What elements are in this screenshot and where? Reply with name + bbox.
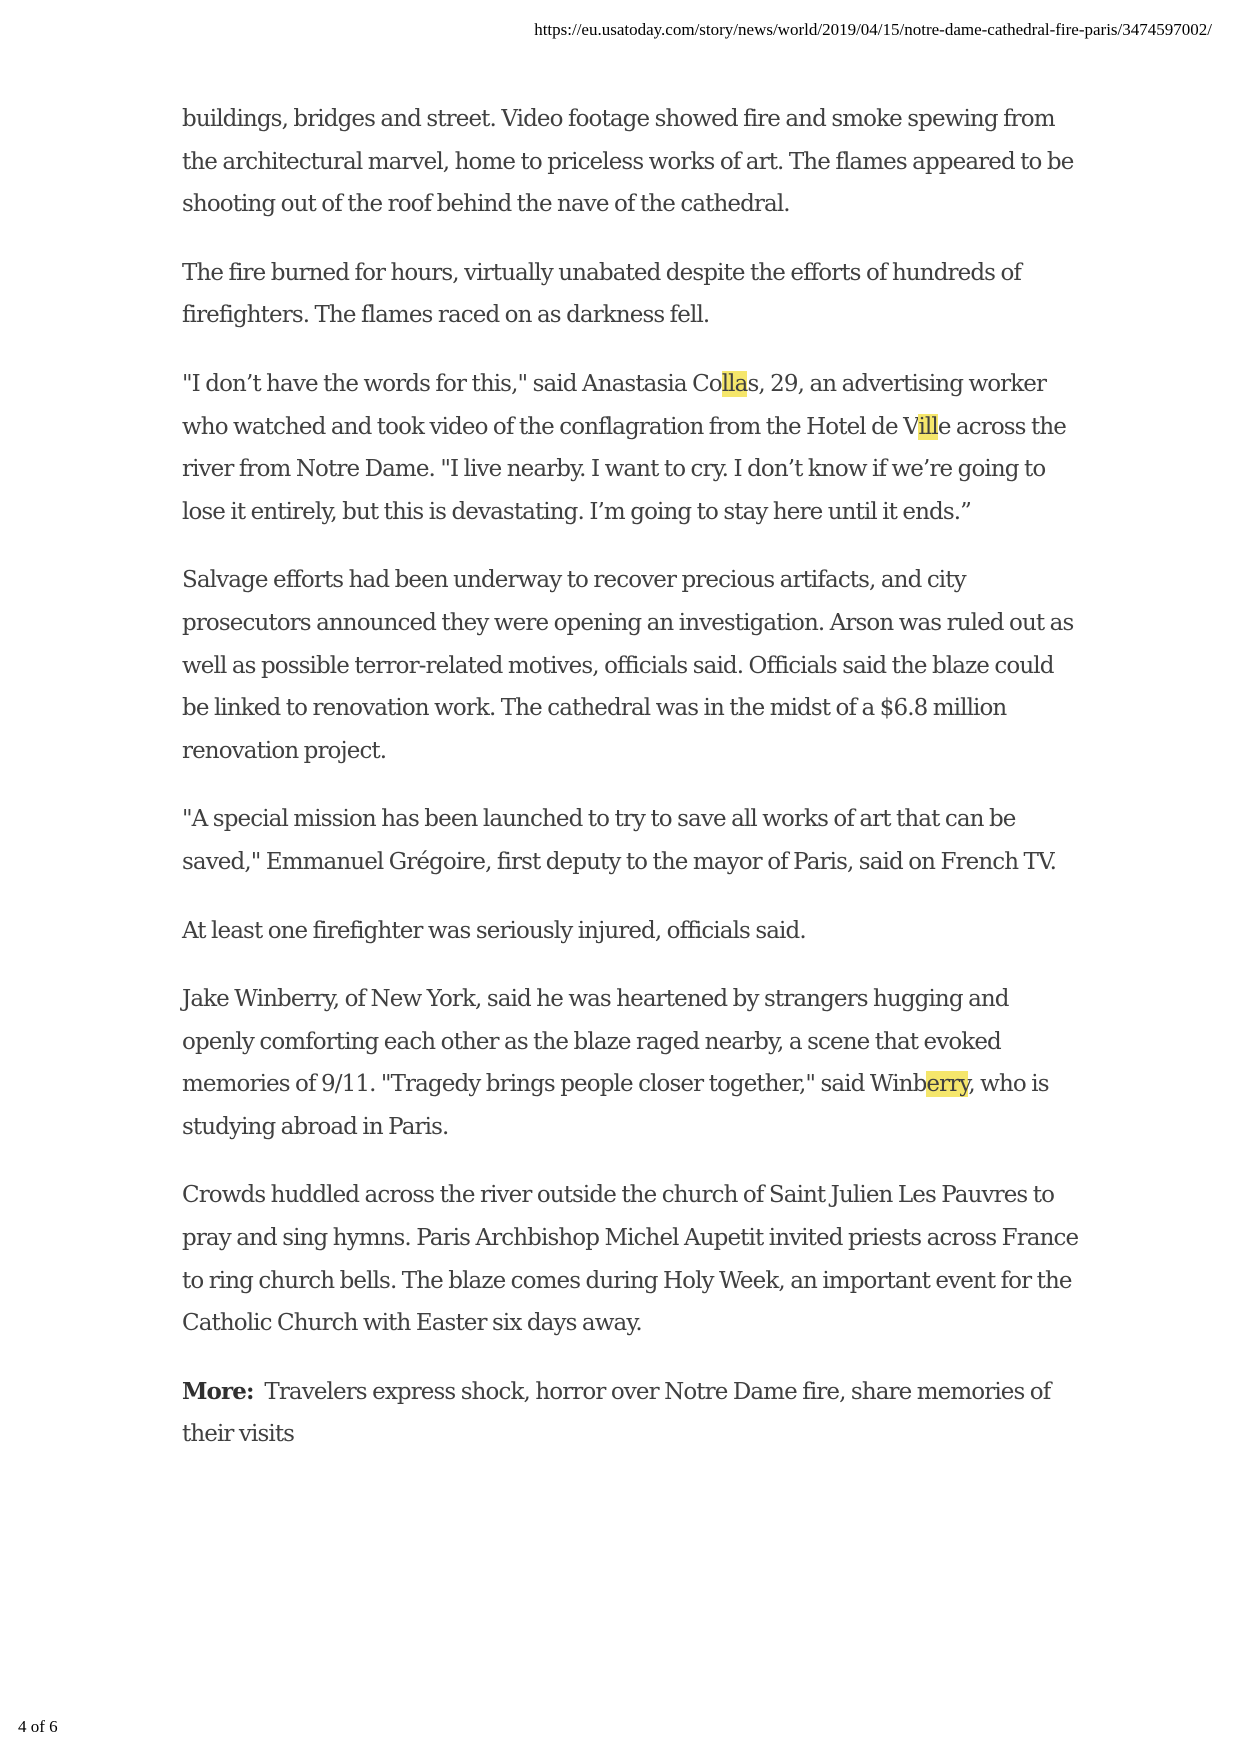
page-url: https://eu.usatoday.com/story/news/world/2019/04/15/notre-dame-cathedral-fire-paris/3474597002/ [534,20,1212,39]
text: s, 29, an advertising worker who watched and took video of the conflagration from the Hotel de V [182,370,1047,440]
highlight: erry [926,1071,969,1098]
paragraph-3 [182,363,1082,533]
highlight: lla [721,370,748,397]
paragraph-6: At least one firefighter was seriously injured, officials said. [182,917,806,944]
article-body [182,98,1082,1482]
text: "I don’t have the words for this," said Anastasia Co [182,370,722,397]
paragraph-1: buildings, bridges and street. Video footage showed fire and smoke spewing from the architectural marvel, home to priceless works of art. The flames appeared to be shooting out of the roof behind the nave of the cathedral. [182,106,1074,218]
paragraph-8: Crowds huddled across the river outside the church of Saint Julien Les Pauvres to pray and sing hymns. Paris Archbishop Michel Aupetit invited priests across France to ring church bells. The blaze comes during Holy Week, an important event for the Catholic Church with Easter six days away. [182,1182,1079,1337]
paragraph-7 [182,978,1082,1148]
more-label: More: [182,1377,254,1405]
text: Jake Winberry, of New York, said he was heartened by strangers hugging and openly comforting each other as the blaze raged nearby, a scene that evoked memories of 9/11. "Tragedy brings people closer together," said Winb [182,986,1009,1098]
page-number: 4 of 6 [18,1717,58,1736]
paragraph-4: Salvage efforts had been underway to recover precious artifacts, and city prosecutors announced they were opening an investigation. Arson was ruled out as well as possible terror-related motives, officials said. Officials said the blaze could be linked to renovation work. The cathedral was in the midst of a $6.8 million renovation project. [182,567,1074,764]
more-link[interactable]: Travelers express shock, horror over Notre Dame fire, share memories of their visits [182,1378,1051,1448]
text: , who is studying abroad in Paris. [182,1071,1049,1140]
highlight: ill [918,413,938,440]
more-link-paragraph [182,1371,1082,1456]
text: e across the river from Notre Dame. "I live nearby. I want to cry. I don’t know if we’re going to lose it entirely, but this is devastating. I’m going to stay here until it ends.” [182,413,1066,525]
paragraph-2: The fire burned for hours, virtually unabated despite the efforts of hundreds of firefighters. The flames raced on as darkness fell. [182,259,1022,329]
paragraph-5: "A special mission has been launched to try to save all works of art that can be saved," Emmanuel Grégoire, first deputy to the mayor of Paris, said on French TV. [182,806,1057,875]
